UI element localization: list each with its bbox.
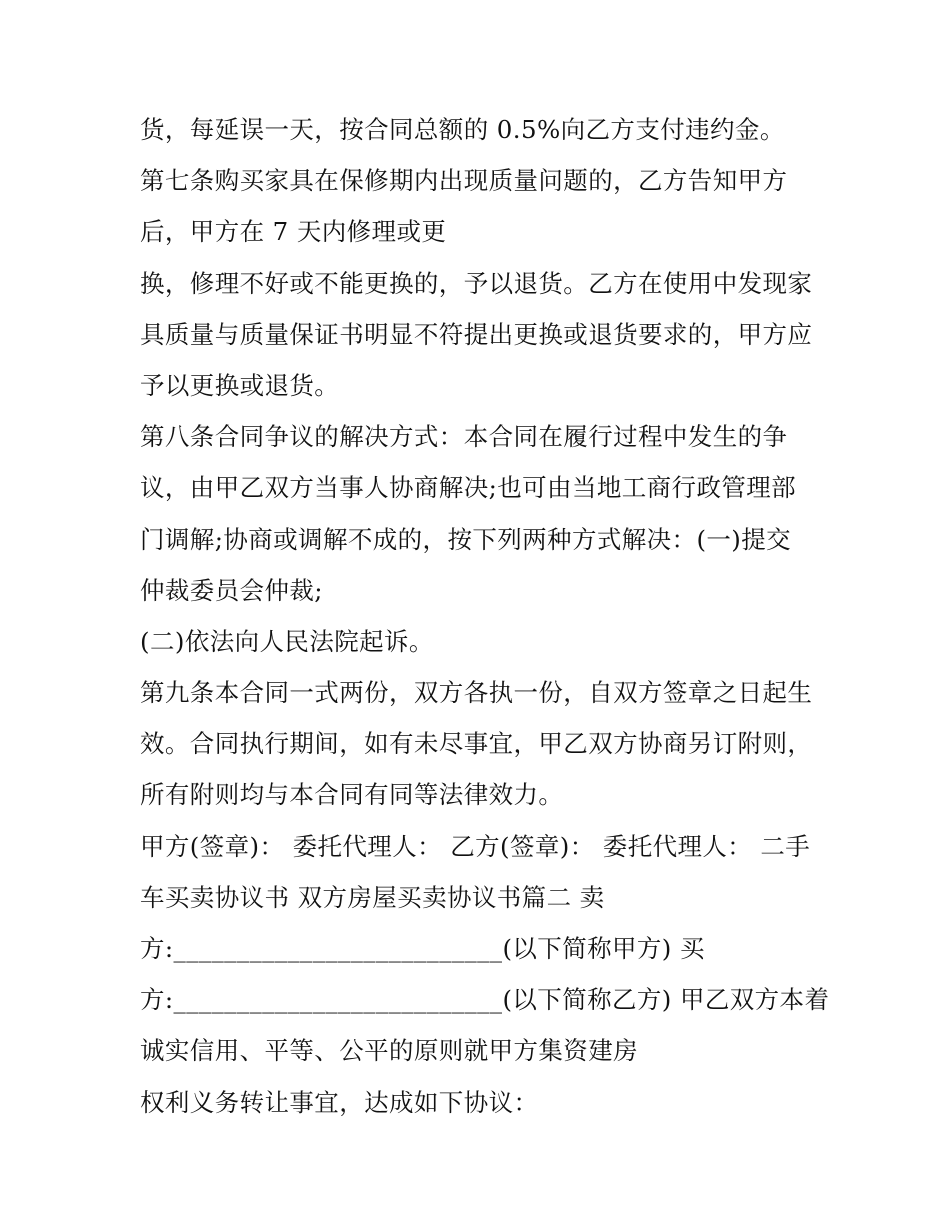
text-line: 甲方(签章)： 委托代理人： 乙方(签章)： 委托代理人： 二手 [140,831,811,861]
text-line: 具质量与质量保证书明显不符提出更换或退货要求的，甲方应 [140,319,813,349]
text-line: 门调解;协商或调解不成的，按下列两种方式解决：(一)提交 [140,524,792,554]
text-line: 予以更换或退货。 [140,370,340,400]
text-line: 第七条购买家具在保修期内出现质量问题的，乙方告知甲方 [140,166,788,196]
text-line: (二)依法向人民法院起诉。 [140,626,434,656]
text-line: 权利义务转让事宜，达成如下协议： [140,1087,539,1117]
text-line: 车买卖协议书 双方房屋买卖协议书篇二 卖 [140,882,605,912]
text-line: 方:__________________________(以下简称乙方) 甲乙双方本着 [140,985,830,1015]
text-line: 后，甲方在 7 天内修理或更 [140,217,447,247]
document-body [140,104,830,1128]
text-line: 换，修理不好或不能更换的，予以退货。乙方在使用中发现家 [140,268,813,298]
text-line: 效。合同执行期间，如有未尽事宜，甲乙双方协商另订附则， [140,729,813,759]
text-line: 方:__________________________(以下简称甲方) 买 [140,934,705,963]
text-line: 所有附则均与本合同有同等法律效力。 [140,780,564,810]
text-line: 议，由甲乙双方当事人协商解决;也可由当地工商行政管理部 [140,473,797,503]
text-line: 货，每延误一天，按合同总额的 0.5%向乙方支付违约金。 [140,115,785,144]
text-line: 第八条合同争议的解决方式：本合同在履行过程中发生的争 [140,422,788,452]
text-line: 诚实信用、平等、公平的原则就甲方集资建房 [140,1036,638,1066]
text-line: 第九条本合同一式两份，双方各执一份，自双方签章之日起生 [140,678,813,708]
text-line: 仲裁委员会仲裁; [140,575,323,605]
